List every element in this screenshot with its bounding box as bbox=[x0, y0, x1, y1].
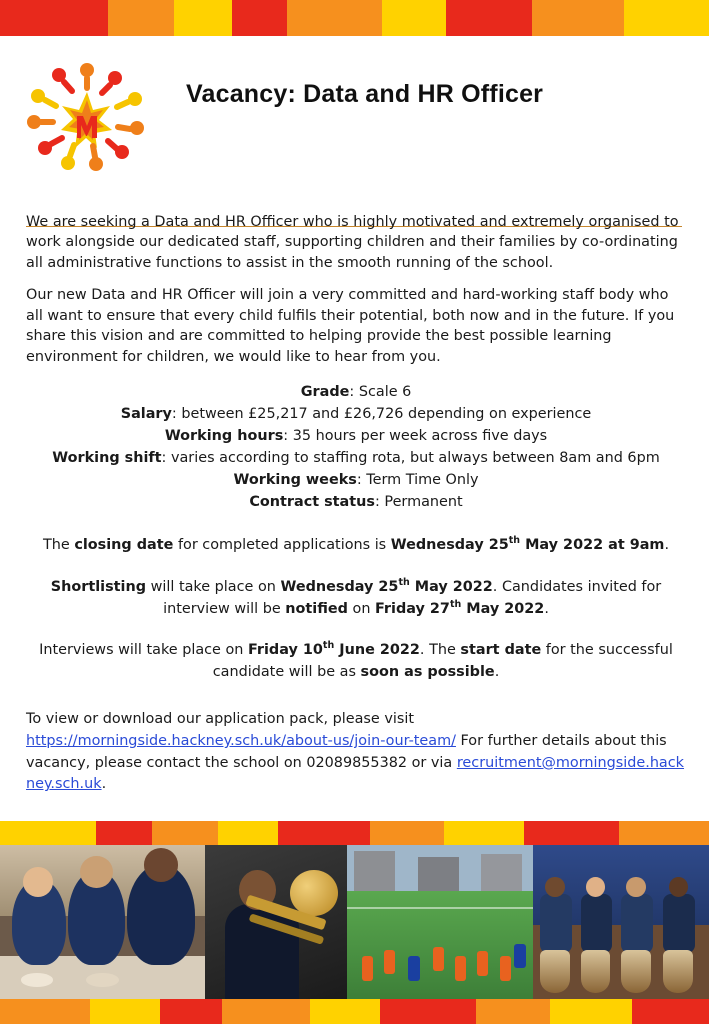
footer-end: . bbox=[101, 776, 107, 793]
page-title: Vacancy: Data and HR Officer bbox=[186, 80, 544, 108]
photo-children-classroom bbox=[0, 845, 205, 999]
closing-mid: for completed applications is bbox=[173, 537, 391, 554]
detail-label: Contract status bbox=[249, 494, 375, 511]
soon-as-possible-label: soon as possible bbox=[360, 663, 495, 680]
closing-end: . bbox=[664, 537, 670, 554]
top-bar-segment bbox=[287, 0, 382, 36]
interview-date-rest: June 2022 bbox=[334, 642, 420, 659]
interview-date-value: Friday 10 bbox=[247, 642, 323, 659]
top-bar-segment bbox=[382, 0, 446, 36]
detail-label: Working weeks bbox=[233, 472, 357, 489]
notify-date-ordinal: th bbox=[449, 598, 462, 610]
interview-end: . bbox=[494, 663, 500, 680]
detail-row: Working shift: varies according to staffing rota, but always between 8am and 6pm bbox=[52, 450, 660, 467]
detail-row: Contract status: Permanent bbox=[249, 494, 463, 511]
interview-mid: . The bbox=[419, 642, 461, 659]
detail-row: Working hours: 35 hours per week across five days bbox=[164, 428, 548, 445]
detail-value: varies according to staffing rota, but always between 8am and 6pm bbox=[170, 450, 660, 467]
footer-line-1: To view or download our application pack, please visit bbox=[26, 711, 414, 728]
shortlisting-date-rest: May 2022 bbox=[409, 578, 493, 595]
mid-bar-segment bbox=[96, 821, 152, 845]
interview-line bbox=[26, 640, 686, 683]
closing-date-value: Wednesday 25 bbox=[390, 537, 509, 554]
mid-bar-segment bbox=[619, 821, 709, 845]
mid-bar-segment bbox=[152, 821, 218, 845]
footer-line-2 bbox=[26, 731, 686, 796]
application-pack-block bbox=[26, 709, 686, 795]
photo-football-match bbox=[347, 845, 533, 999]
closing-date-label: closing date bbox=[74, 537, 174, 554]
top-bar-segment bbox=[624, 0, 709, 36]
detail-value: Scale 6 bbox=[358, 384, 412, 401]
shortlisting-label: Shortlisting bbox=[50, 578, 147, 595]
top-bar-segment bbox=[174, 0, 232, 36]
closing-date-ordinal: th bbox=[508, 535, 521, 547]
bottom-bar-segment bbox=[90, 999, 160, 1024]
closing-date-rest: May 2022 at 9am bbox=[520, 537, 665, 554]
closing-date-line bbox=[26, 535, 686, 557]
school-logo bbox=[22, 56, 152, 174]
top-bar-segment bbox=[0, 0, 108, 36]
interview-after: for the successful candidate will be as bbox=[212, 642, 673, 680]
top-bar-segment bbox=[108, 0, 174, 36]
notified-on: on bbox=[347, 600, 376, 617]
detail-label: Working shift bbox=[52, 450, 162, 467]
application-pack-link[interactable]: https://morningside.hackney.sch.uk/about-us/join-our-team/ bbox=[26, 733, 456, 750]
mid-bar-segment bbox=[524, 821, 619, 845]
detail-label: Salary bbox=[120, 406, 172, 423]
bottom-bar-segment bbox=[160, 999, 222, 1024]
footer-contact-text: For further details about this vacancy, please contact the school on 02089855382 or via bbox=[26, 733, 667, 771]
shortlisting-after: . Candidates invited for interview will be bbox=[163, 578, 662, 617]
bottom-bar-segment bbox=[310, 999, 380, 1024]
bottom-bar-segment bbox=[380, 999, 476, 1024]
top-bar-segment bbox=[232, 0, 287, 36]
mid-bar-segment bbox=[278, 821, 370, 845]
shortlisting-line bbox=[26, 577, 686, 620]
interview-prefix: Interviews will take place on bbox=[39, 642, 248, 659]
photo-strip bbox=[0, 845, 709, 999]
middle-color-bar bbox=[0, 821, 709, 845]
notify-date-rest: May 2022 bbox=[461, 600, 545, 617]
intro-paragraph-2: Our new Data and HR Officer will join a very committed and hard-working staff body who all want to ensure that every child fulfils their potential, both now and in the future. If you share this vision and are committed to helping provide the best possible learning environment for children, we would like to hear from you. bbox=[26, 287, 675, 365]
photo-drumming-group bbox=[533, 845, 709, 999]
detail-row: Salary: between £25,217 and £26,726 depending on experience bbox=[120, 406, 592, 423]
notify-end: . bbox=[544, 600, 549, 617]
detail-row: Grade: Scale 6 bbox=[300, 384, 412, 401]
bottom-bar-segment bbox=[550, 999, 632, 1024]
mid-bar-segment bbox=[0, 821, 96, 845]
detail-label: Grade bbox=[300, 384, 350, 401]
detail-value: Permanent bbox=[384, 494, 463, 511]
detail-value: 35 hours per week across five days bbox=[292, 428, 548, 445]
shortlisting-mid: will take place on bbox=[146, 578, 281, 595]
interview-date-ordinal: th bbox=[322, 640, 335, 652]
shortlisting-date-ordinal: th bbox=[398, 577, 410, 589]
mid-bar-segment bbox=[370, 821, 444, 845]
recruitment-email-link[interactable]: recruitment@morningside.hackney.sch.uk bbox=[26, 754, 685, 793]
bottom-bar-segment bbox=[0, 999, 90, 1024]
bottom-bar-segment bbox=[222, 999, 310, 1024]
notify-date-value: Friday 27 bbox=[375, 600, 450, 617]
bottom-color-bar bbox=[0, 999, 709, 1024]
start-date-label: start date bbox=[460, 642, 542, 659]
notified-label: notified bbox=[285, 600, 348, 617]
top-bar-segment bbox=[532, 0, 624, 36]
mid-bar-segment bbox=[444, 821, 524, 845]
shortlisting-date-value: Wednesday 25 bbox=[280, 578, 399, 595]
bottom-bar-segment bbox=[632, 999, 709, 1024]
detail-value: Term Time Only bbox=[366, 472, 479, 489]
document-body bbox=[26, 212, 686, 796]
top-bar-segment bbox=[446, 0, 532, 36]
top-color-bar bbox=[0, 0, 709, 36]
bottom-bar-segment bbox=[476, 999, 550, 1024]
intro-paragraph-1: We are seeking a Data and HR Officer who is highly motivated and extremely organised to work alongside our dedicated staff, supporting children and their families by co-ordinating all administrative functions to assist in the smooth running of the school. bbox=[26, 214, 679, 271]
document-header bbox=[0, 36, 709, 191]
mid-bar-segment bbox=[218, 821, 278, 845]
detail-value: between £25,217 and £26,726 depending on experience bbox=[181, 406, 592, 423]
job-details-list bbox=[26, 381, 686, 513]
detail-label: Working hours bbox=[164, 428, 284, 445]
photo-trombone-player bbox=[205, 845, 347, 999]
detail-row: Working weeks: Term Time Only bbox=[233, 472, 479, 489]
closing-prefix: The bbox=[42, 537, 75, 554]
